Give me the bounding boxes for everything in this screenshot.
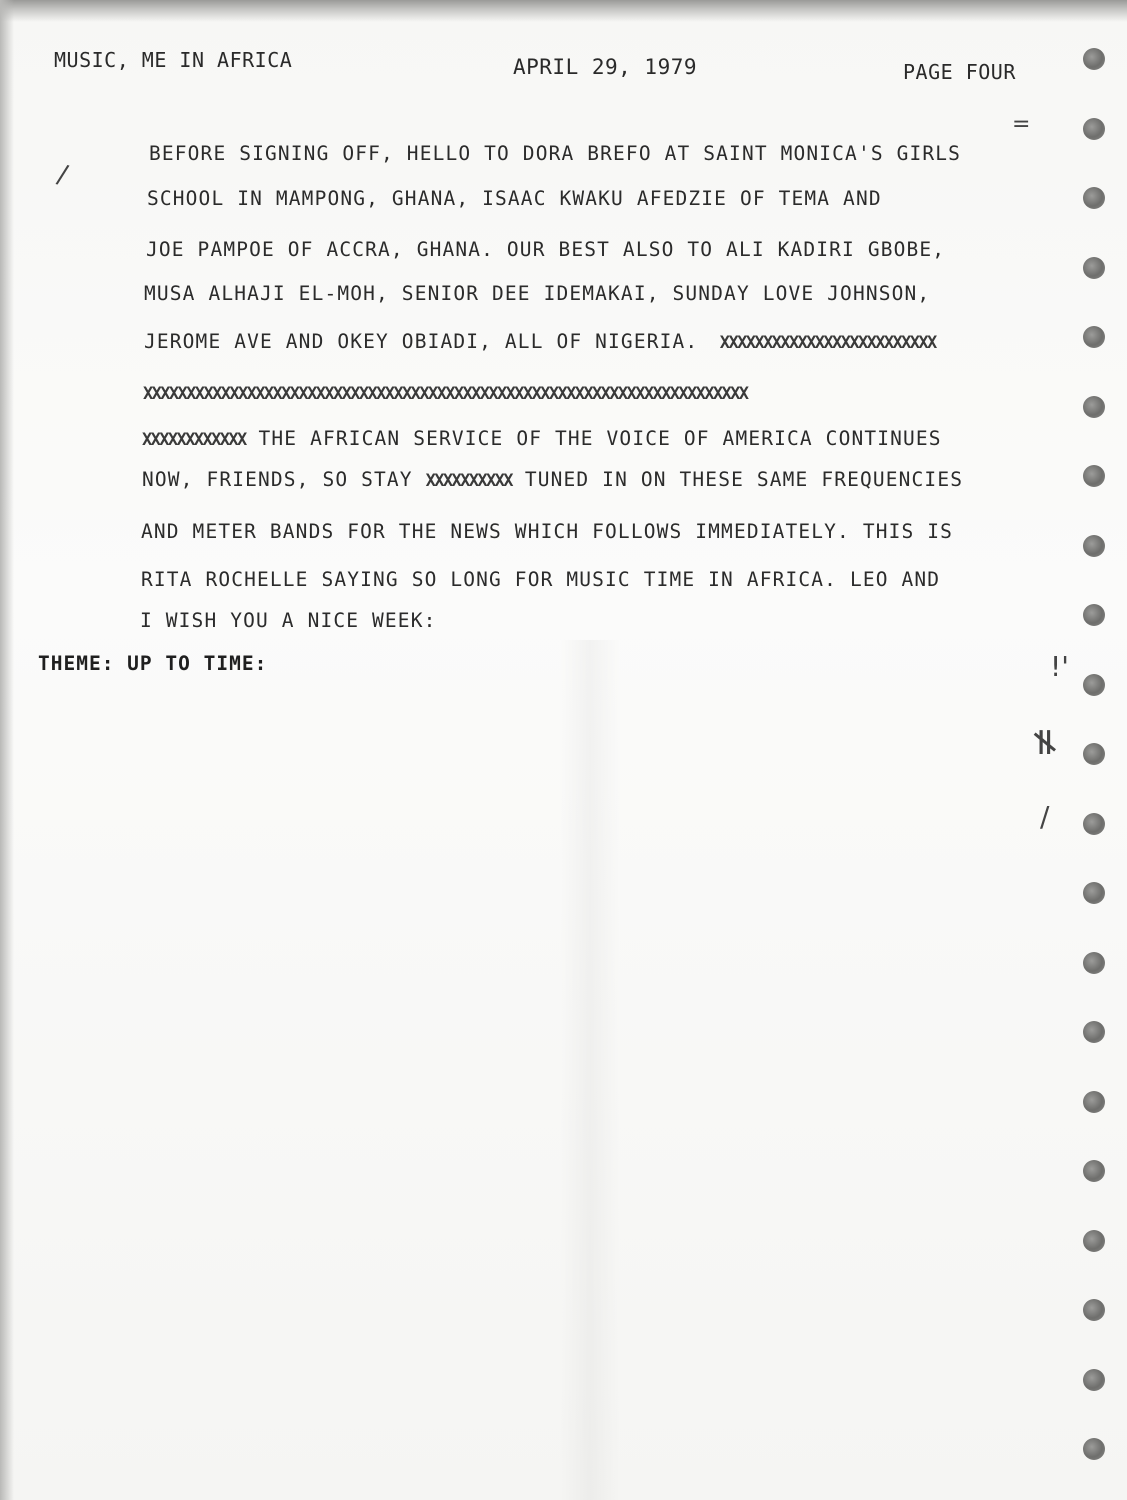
header-date: APRIL 29, 1979	[513, 55, 698, 79]
feed-hole	[1083, 1021, 1105, 1043]
feed-hole	[1083, 535, 1105, 557]
feed-hole	[1083, 952, 1105, 974]
feed-hole	[1083, 465, 1105, 487]
handwritten-mark: /	[54, 159, 71, 191]
struck-out-text: XXXXXXXXXX	[425, 471, 512, 491]
feed-hole	[1083, 48, 1105, 70]
struck-out-text: XXXXXXXXXXXX	[142, 430, 246, 450]
feed-hole	[1083, 882, 1105, 904]
feed-hole	[1083, 1369, 1105, 1391]
feed-hole	[1083, 187, 1105, 209]
feed-hole	[1083, 396, 1105, 418]
body-line: TUNED IN ON THESE SAME FREQUENCIES	[524, 468, 964, 491]
feed-hole	[1083, 674, 1105, 696]
struck-out-line: XXXXXXXXXXXXXXXXXXXXXXXXXXXXXXXXXXXXXXXXXXXXXXXXXXXXXXXXXXXXXXXXXXXXXX	[143, 384, 748, 404]
header-title: MUSIC, ME IN AFRICA	[54, 48, 293, 72]
handwritten-mark: ≠	[1023, 726, 1068, 758]
body-line: RITA ROCHELLE SAYING SO LONG FOR MUSIC TIME IN AFRICA. LEO AND	[141, 568, 941, 591]
theme-cue: THEME: UP TO TIME:	[38, 652, 268, 675]
body-line: SCHOOL IN MAMPONG, GHANA, ISAAC KWAKU AFEDZIE OF TEMA AND	[147, 187, 882, 210]
feed-hole	[1083, 743, 1105, 765]
feed-hole	[1083, 118, 1105, 140]
body-line: THE AFRICAN SERVICE OF THE VOICE OF AMERICA CONTINUES	[258, 427, 942, 450]
feed-hole	[1083, 1091, 1105, 1113]
feed-hole	[1083, 813, 1105, 835]
feed-hole	[1083, 604, 1105, 626]
feed-hole	[1083, 1230, 1105, 1252]
body-line: I WISH YOU A NICE WEEK:	[140, 609, 437, 632]
paper-fold	[560, 640, 620, 1500]
struck-out-text: XXXXXXXXXXXXXXXXXXXXXXXXX	[711, 333, 936, 353]
feed-hole	[1083, 326, 1105, 348]
body-line: BEFORE SIGNING OFF, HELLO TO DORA BREFO AT SAINT MONICA'S GIRLS	[149, 142, 962, 165]
feed-hole	[1083, 1299, 1105, 1321]
body-line: NOW, FRIENDS, SO STAY	[142, 468, 413, 491]
handwritten-mark: =	[1012, 112, 1031, 137]
body-line-with-strike	[142, 468, 963, 491]
body-line: MUSA ALHAJI EL-MOH, SENIOR DEE IDEMAKAI, SUNDAY LOVE JOHNSON,	[144, 282, 931, 305]
body-line: JEROME AVE AND OKEY OBIADI, ALL OF NIGERIA.	[144, 330, 699, 353]
body-line: AND METER BANDS FOR THE NEWS WHICH FOLLOWS IMMEDIATELY. THIS IS	[141, 520, 954, 543]
paper-top-edge	[0, 0, 1127, 22]
body-line: JOE PAMPOE OF ACCRA, GHANA. OUR BEST ALSO TO ALI KADIRI GBOBE,	[146, 238, 946, 261]
handwritten-mark: /	[1040, 800, 1050, 833]
feed-hole	[1083, 257, 1105, 279]
body-line-with-strike	[144, 330, 936, 353]
paper-left-edge	[0, 0, 14, 1500]
header-page-number: PAGE FOUR	[903, 60, 1016, 84]
feed-hole	[1083, 1160, 1105, 1182]
body-line-with-strike	[142, 427, 942, 450]
feed-hole	[1083, 1438, 1105, 1460]
handwritten-mark: !'	[1050, 650, 1069, 683]
